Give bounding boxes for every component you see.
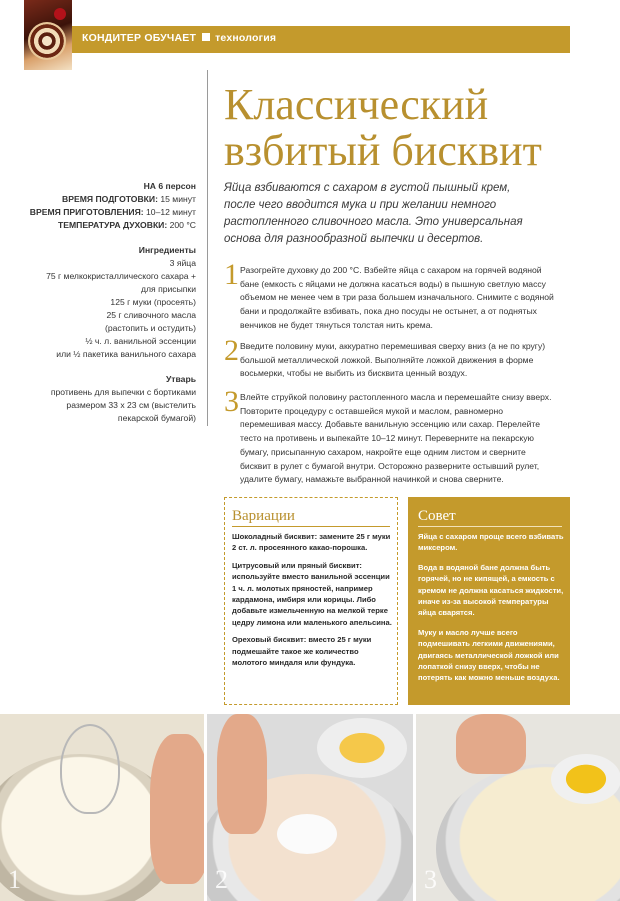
prep-time-value: 15 минут	[160, 194, 196, 204]
equipment-line: пекарской бумагой)	[117, 413, 196, 423]
header-section-label: КОНДИТЕР ОБУЧАЕТ	[82, 32, 197, 44]
step-1	[224, 258, 554, 333]
hand-image	[456, 714, 526, 774]
cook-time-label: ВРЕМЯ ПРИГОТОВЛЕНИЯ:	[29, 207, 144, 217]
tip-item: Вода в водяной бане должна быть горячей, но не кипящей, а емкость с кремом не должна касаться жидкости, иначе из-за высокой температуры яйца сварятся.	[418, 562, 564, 618]
cook-time	[18, 206, 196, 219]
ingredient-line: 75 г мелкокристаллического сахара +	[46, 271, 196, 281]
ingredient-line: 3 яйца	[169, 258, 196, 268]
berry-image	[54, 8, 66, 20]
variation-item: Ореховый бисквит: вместо 25 г муки подмешайте такое же количество молотого миндаля или фундука.	[232, 635, 372, 668]
lead-paragraph: Яйца взбиваются с сахаром в густой пышный крем, после чего вводится мука и при желании немного растопленного сливочного масла. Это универсальная основа для разнообразной выпечки и десертов.	[224, 182, 523, 245]
tip-item: Муку и масло лучше всего подмешивать легкими движениями, двигаясь металлической ложкой или лопаткой снизу вверх, чтобы не потерять как можно меньше воздуха.	[418, 627, 560, 683]
ingredient-line: ½ ч. л. ванильной эссенции	[85, 336, 196, 346]
butter-bowl-image	[551, 754, 620, 804]
step-photo-2	[207, 714, 413, 901]
cake-roll-image	[28, 22, 66, 60]
ingredient-line: или ½ пакетика ванильного сахара	[56, 349, 196, 359]
step-number: 3	[224, 385, 239, 418]
cook-time-value: 10–12 минут	[146, 207, 196, 217]
title-line-2: взбитый бисквит	[224, 126, 542, 175]
sidebar-divider	[207, 70, 208, 426]
step-number: 2	[224, 334, 239, 367]
photo-number: 3	[424, 865, 437, 894]
photo-number: 2	[215, 865, 228, 894]
equipment-line: противень для выпечки с бортиками	[50, 387, 196, 397]
variation-item: Цитрусовый или пряный бисквит: используйте вместо ванильной эссенции 1 ч. л. молотых пряностей, например кардамона, имбиря или корицы. Либо добавьте измельченную на мелкой терке цедру лимона или маленького апельсина.	[232, 560, 392, 627]
square-bullet-icon	[202, 33, 210, 41]
photo-number: 1	[8, 865, 21, 894]
header-subsection-label: технология	[215, 32, 277, 44]
variation-item: Шоколадный бисквит: замените 25 г муки 2 ст. л. просеянного какао-порошка.	[232, 532, 391, 553]
ingredient-line: (растопить и остудить)	[105, 323, 196, 333]
ingredient-line: 125 г муки (просеять)	[110, 297, 196, 307]
servings: НА 6 персон	[143, 181, 196, 191]
step-text: Влейте струйкой половину растопленного масла и перемешайте снизу вверх. Повторите процедуру с оставшейся мукой и маслом, равномерно перемешивая массу. Добавьте ванильную эссенцию или сахар. Перелейте тесто на противень и выпекайте 10–12 минут. Переверните на пекарскую бумагу, присыпанную сахаром, накройте еще одним листом и сверните бисквит в рулет с бумагой внутри. Осторожно разверните остывший рулет, удалите бумагу, намажьте выбранной начинкой и снова сверните.	[240, 392, 552, 485]
prep-time	[18, 193, 196, 206]
variations-body	[232, 531, 392, 674]
egg-bowl-image	[317, 718, 407, 778]
step-text: Разогрейте духовку до 200 °С. Взбейте яйца с сахаром на горячей водяной бане (емкость с яйцами не должна касаться воды) в пышную светлую массу объемом не менее чем в три раза большем изначального. Снимите с водяной бани и продолжайте взбивать, пока дно посуды не остынет, а от поднятых венчиков не будет тянуться толстая нить крема.	[240, 265, 554, 330]
hand-image	[217, 714, 267, 834]
page-title	[224, 82, 604, 174]
oven-temp	[18, 219, 196, 232]
tip-title: Совет	[418, 508, 456, 524]
recipe-info-sidebar	[18, 180, 196, 425]
ingredients-title: Ингредиенты	[138, 245, 196, 255]
step-text: Введите половину муки, аккуратно перемешивая сверху вниз (а не по кругу) большой металлической ложкой. Выполняйте ложкой движения в форме восьмерки, чтобы не выбить из бисквита ценный воздух.	[240, 341, 546, 379]
step-2	[224, 334, 554, 381]
flour-image	[277, 814, 337, 854]
equipment-title: Утварь	[165, 374, 196, 384]
header-thumbnail-image	[24, 0, 72, 70]
step-3	[224, 385, 554, 487]
step-number: 1	[224, 258, 239, 291]
tip-body	[418, 531, 566, 692]
equipment-line: размером 33 х 23 см (выстелить	[66, 400, 196, 410]
oven-temp-value: 200 °С	[169, 220, 196, 230]
tip-rule	[418, 526, 562, 527]
variations-title: Вариации	[232, 508, 295, 524]
whisk-image	[60, 724, 120, 814]
header-section	[82, 32, 276, 44]
oven-temp-label: ТЕМПЕРАТУРА ДУХОВКИ:	[58, 220, 168, 230]
step-photo-3	[416, 714, 620, 901]
ingredient-line: 25 г сливочного масла	[106, 310, 196, 320]
ingredient-line: для присыпки	[141, 284, 196, 294]
tip-item: Яйца с сахаром проще всего взбивать миксером.	[418, 532, 564, 553]
title-line-1: Классический	[224, 80, 489, 129]
hand-image	[150, 734, 204, 884]
prep-time-label: ВРЕМЯ ПОДГОТОВКИ:	[62, 194, 158, 204]
variations-rule	[232, 526, 390, 527]
step-photo-1	[0, 714, 204, 901]
